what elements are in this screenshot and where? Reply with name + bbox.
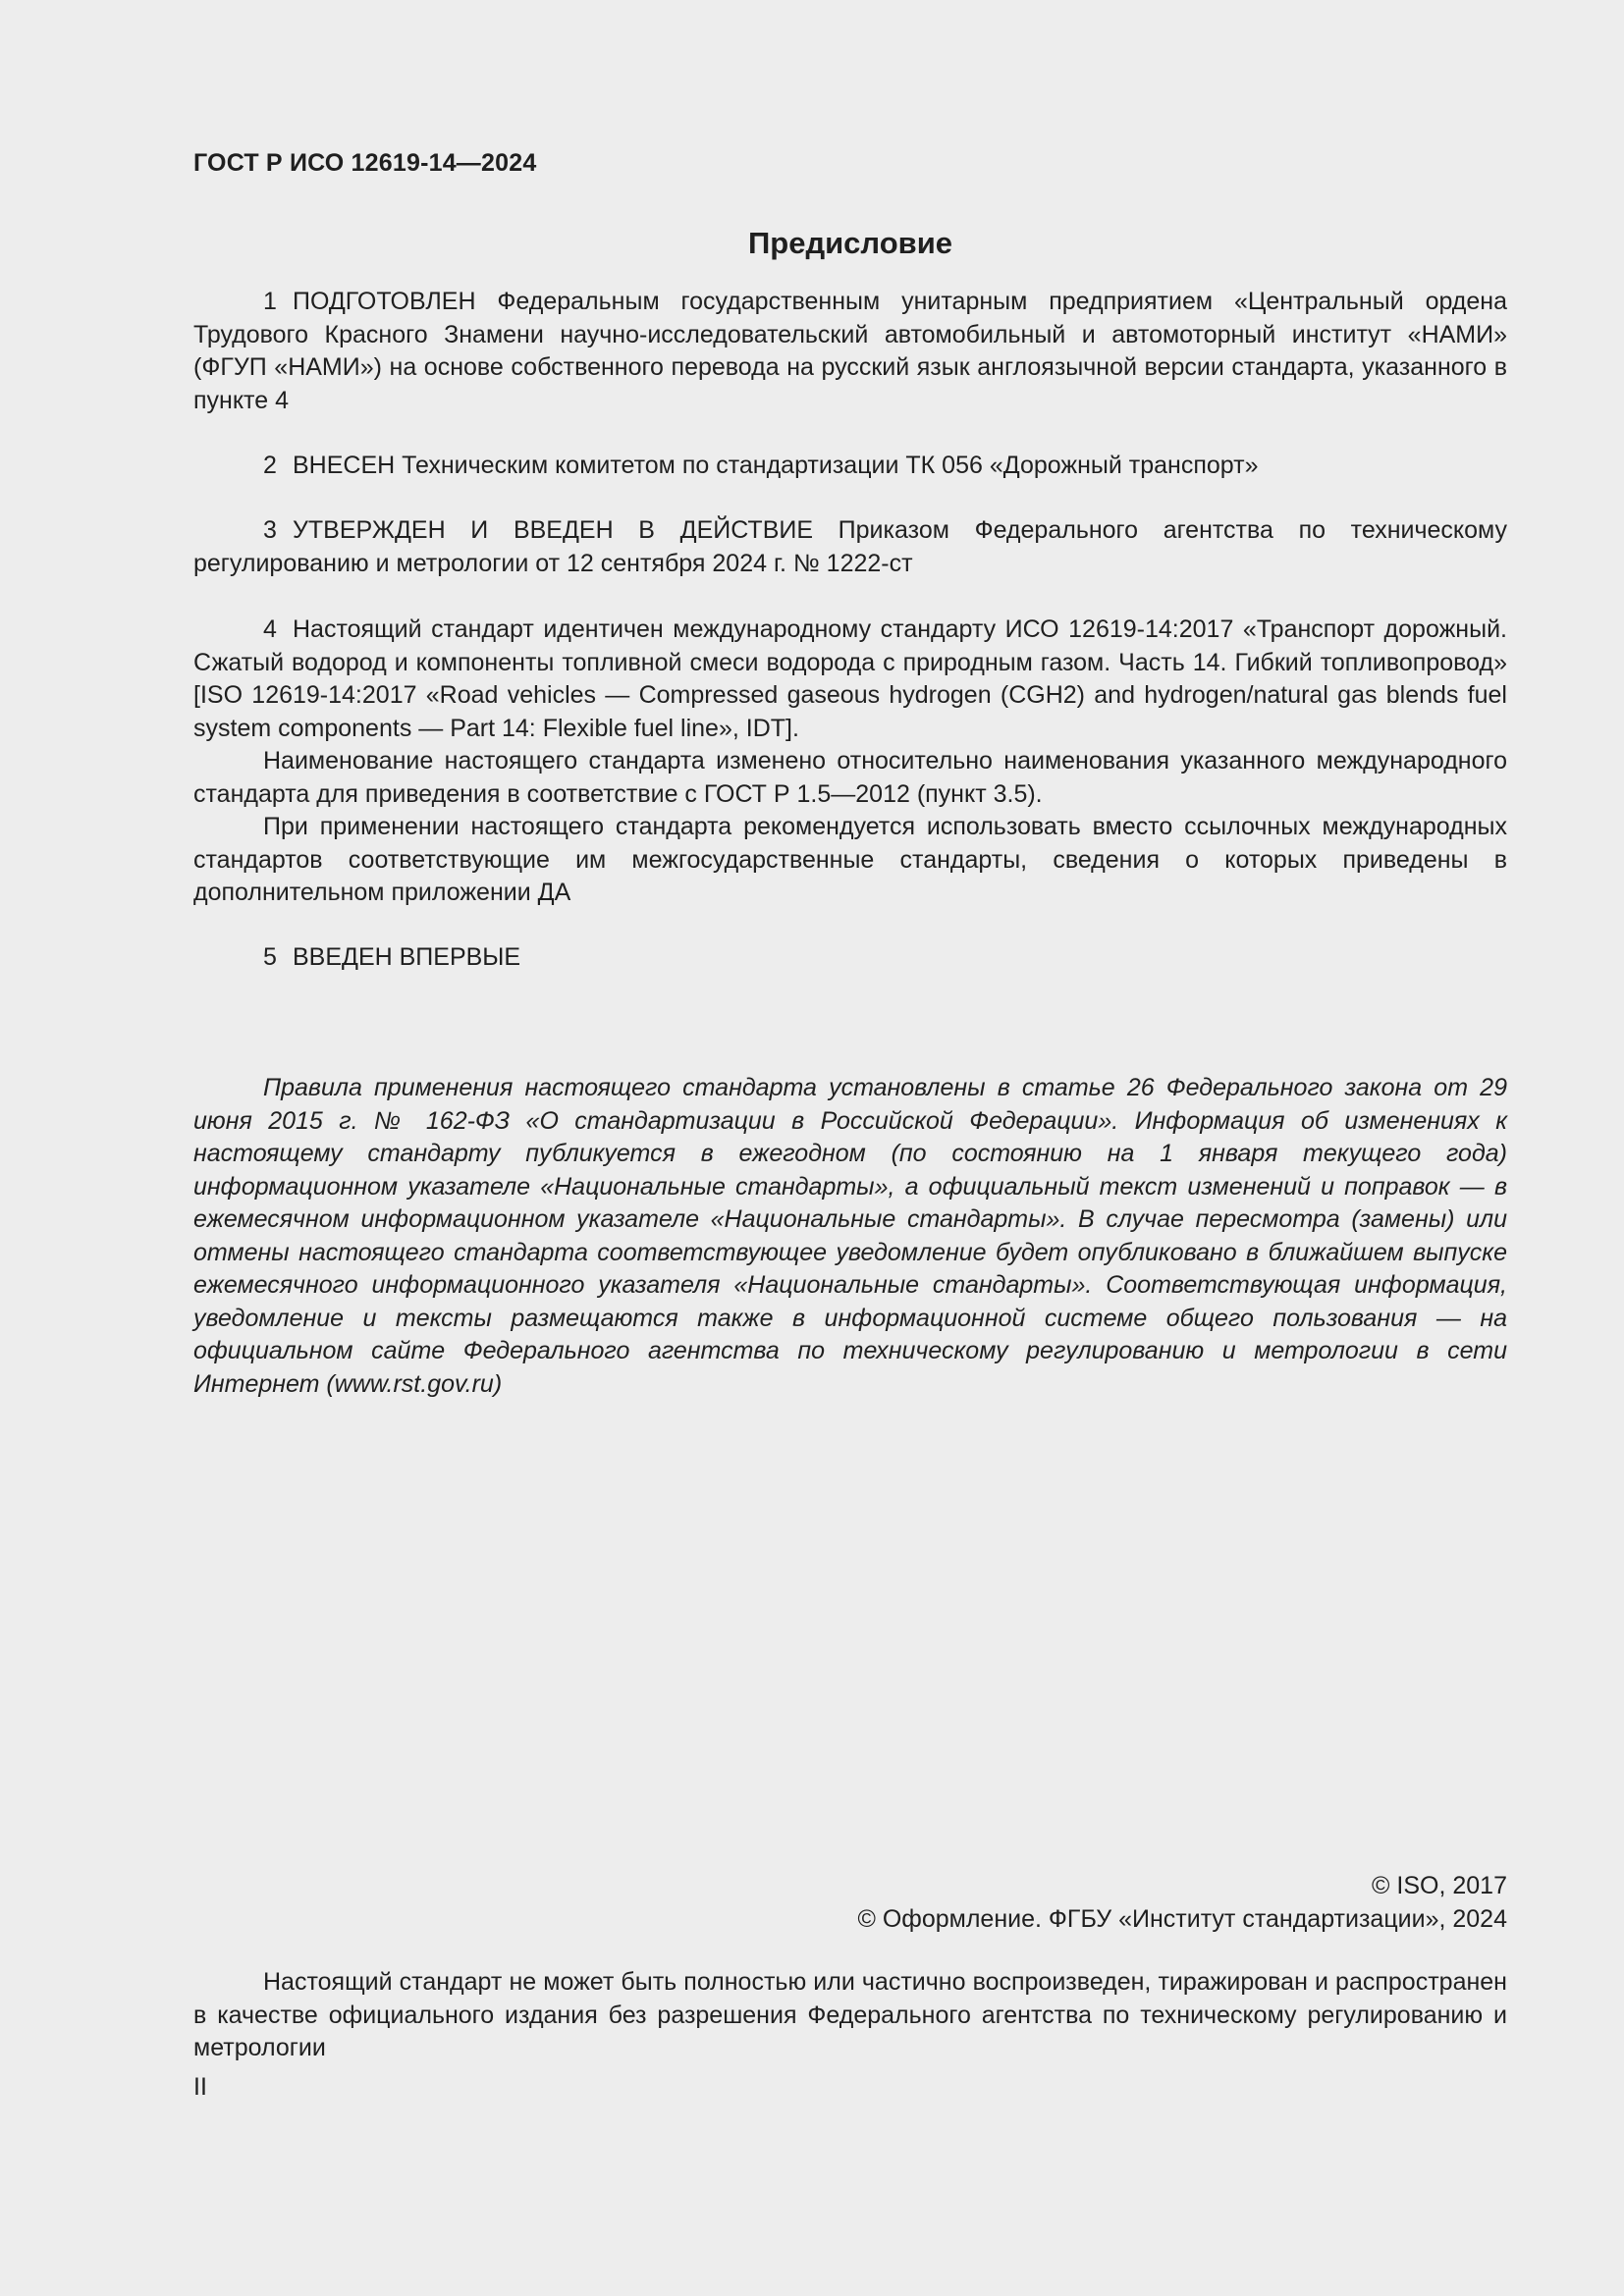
item-number: 3	[263, 516, 277, 544]
item-text: ВВЕДЕН ВПЕРВЫЕ	[293, 943, 521, 971]
rules-notice-text: Правила применения настоящего стандарта установлены в статье 26 Федерального закона от 29 июня 2015 г. № 162-ФЗ «О стандартизации в Российской Федерации». Информация об изменениях к настоящему стандарту публикуется в ежегодном (по состоянию на 1 января текущего года) информационном указателе «Национальные стандарты», а официальный текст изменений и поправок — в ежемесячном информационном указателе «Национальные стандарты». В случае пересмотра (замены) или отмены настоящего стандарта соответствующее уведомление будет опубликовано в ближайшем выпуске ежемесячного информационного указателя «Национальные стандарты». Соответствующая информация, уведомление и тексты размещаются также в информационной системе общего пользования — на официальном сайте Федерального агентства по техническому регулированию и метрологии в сети Интернет (www.rst.gov.ru)	[193, 1074, 1507, 1398]
foreword-item-4-name-change: Наименование настоящего стандарта изменено относительно наименования указанного международного стандарта для приведения в соответствие с ГОСТ Р 1.5—2012 (пункт 3.5).	[193, 747, 1507, 808]
copyright-block	[193, 1869, 1507, 1936]
foreword-item-1-paragraph	[193, 286, 1507, 417]
item-number: 2	[263, 452, 277, 479]
foreword-item-3	[193, 514, 1507, 580]
design-copyright: © Оформление. ФГБУ «Институт стандартизации», 2024	[857, 1905, 1507, 1933]
page-title: Предисловие	[747, 226, 952, 260]
foreword-item-4-usage-note: При применении настоящего стандарта рекомендуется использовать вместо ссылочных международных стандартов соответствующие им межгосударственные стандарты, сведения о которых приведены в дополнительном приложении ДА	[193, 813, 1507, 906]
foreword-item-3-paragraph	[193, 514, 1507, 580]
item-number: 4	[263, 615, 277, 643]
reproduction-notice	[193, 1966, 1507, 2065]
document-code-header: ГОСТ Р ИСО 12619-14—2024	[193, 149, 537, 177]
item-text: Настоящий стандарт идентичен международному стандарту ИСО 12619-14:2017 «Транспорт дорожный. Сжатый водород и компоненты топливной смеси водорода с природным газом. Часть 14. Гибкий топливопровод» [ISO 12619-14:2017 «Road vehicles — Compressed gaseous hydrogen (CGH2) and hydrogen/natural gas blends fuel system components — Part 14: Flexible fuel line», IDT].	[193, 615, 1507, 742]
foreword-item-1	[193, 286, 1507, 417]
item-text: УТВЕРЖДЕН И ВВЕДЕН В ДЕЙСТВИЕ Приказом Федерального агентства по техническому регулированию и метрологии от 12 сентября 2024 г. № 1222-ст	[193, 516, 1507, 577]
item-number: 1	[263, 288, 277, 315]
reproduction-notice-text: Настоящий стандарт не может быть полностью или частично воспроизведен, тиражирован и распространен в качестве официального издания без разрешения Федерального агентства по техническому регулированию и метрологии	[193, 1968, 1507, 2061]
foreword-item-5	[193, 941, 1507, 975]
item-text: ПОДГОТОВЛЕН Федеральным государственным унитарным предприятием «Центральный ордена Трудового Красного Знамени научно-исследовательский автомобильный и автомоторный институт «НАМИ» (ФГУП «НАМИ») на основе собственного перевода на русский язык англоязычной версии стандарта, указанного в пункте 4	[193, 288, 1507, 414]
item-text: ВНЕСЕН Техническим комитетом по стандартизации ТК 056 «Дорожный транспорт»	[293, 452, 1259, 479]
rules-notice	[193, 1072, 1507, 1401]
foreword-item-2-paragraph	[193, 450, 1507, 483]
foreword-item-5-paragraph	[193, 941, 1507, 975]
foreword-item-2	[193, 450, 1507, 483]
page-number: II	[193, 2073, 207, 2101]
document-page	[193, 0, 1507, 2296]
foreword-item-4-paragraph	[193, 614, 1507, 745]
foreword-item-4	[193, 614, 1507, 910]
iso-copyright: © ISO, 2017	[1372, 1872, 1507, 1899]
item-number: 5	[263, 943, 277, 971]
